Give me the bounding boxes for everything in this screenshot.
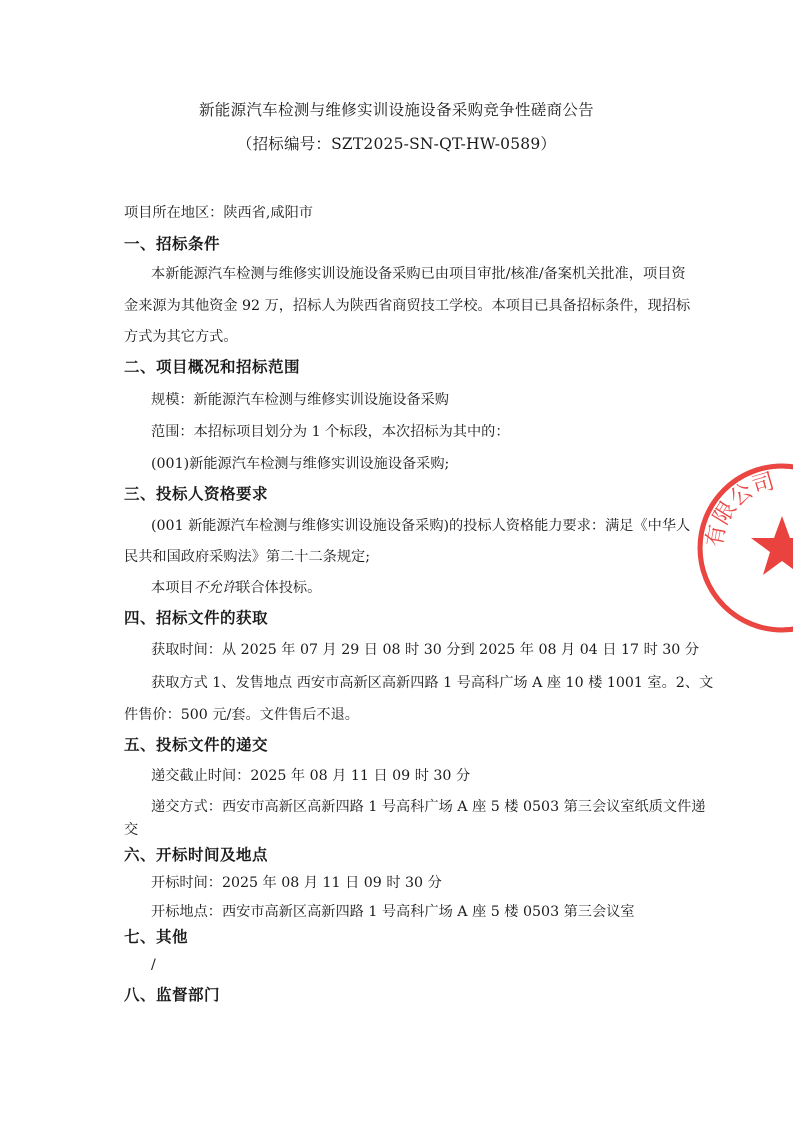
overview-scale: 规模：新能源汽车检测与维修实训设施设备采购: [151, 392, 449, 408]
joint-bid-suffix: 联合体投标。: [236, 580, 322, 596]
seal-star-icon: [751, 516, 793, 575]
overview-scope: 范围：本招标项目划分为 1 个标段，本次招标为其中的：: [151, 424, 510, 440]
section-heading-conditions: 一、招标条件: [124, 235, 221, 253]
conditions-paragraph-line: 金来源为其他资金 92 万，招标人为陕西省商贸技工学校。本项目已具备招标条件，现招标: [124, 298, 691, 314]
overview-lot: (001)新能源汽车检测与维修实训设施设备采购;: [151, 456, 450, 472]
section-heading-qualification: 三、投标人资格要求: [124, 485, 269, 503]
seal-text: 有限公司: [702, 469, 778, 549]
qualification-paragraph-line: 民共和国政府采购法》第二十二条规定;: [124, 549, 370, 565]
opening-place: 开标地点：西安市高新区高新四路 1 号高科广场 A 座 5 楼 0503 第三会议室: [151, 904, 635, 920]
opening-time: 开标时间：2025 年 08 月 11 日 09 时 30 分: [151, 875, 442, 891]
tender-number: （招标编号：SZT2025-SN-QT-HW-0589）: [236, 135, 557, 153]
other-content: /: [151, 957, 156, 973]
submission-method-line: 递交方式：西安市高新区高新四路 1 号高科广场 A 座 5 楼 0503 第三会议室纸质文件递: [151, 799, 706, 815]
acquisition-method-line: 获取方式 1、发售地点 西安市高新区高新四路 1 号高科广场 A 座 10 楼 1001 室。2、文: [151, 675, 714, 691]
qualification-paragraph-line: (001 新能源汽车检测与维修实训设施设备采购)的投标人资格能力要求：满足《中华人: [151, 518, 691, 534]
section-heading-document-acquisition: 四、招标文件的获取: [124, 609, 269, 627]
joint-bid-prefix: 本项目: [151, 580, 194, 596]
document-title: 新能源汽车检测与维修实训设施设备采购竞争性磋商公告: [198, 101, 594, 119]
section-heading-other: 七、其他: [124, 928, 189, 946]
joint-bid-statement: [151, 578, 321, 598]
company-seal-stamp: [692, 458, 793, 638]
acquisition-method-line: 件售价：500 元/套。文件售后不退。: [124, 707, 359, 723]
conditions-paragraph-line: 方式为其它方式。: [124, 329, 238, 345]
section-heading-submission: 五、投标文件的递交: [124, 736, 269, 754]
section-heading-supervision: 八、监督部门: [124, 986, 221, 1004]
submission-method-line: 交: [124, 822, 139, 838]
section-heading-overview: 二、项目概况和招标范围: [124, 358, 301, 376]
joint-bid-value: 不允许: [193, 580, 237, 596]
project-region: 项目所在地区：陕西省,咸阳市: [124, 205, 313, 221]
submission-deadline: 递交截止时间：2025 年 08 月 11 日 09 时 30 分: [151, 768, 471, 784]
conditions-paragraph-line: 本新能源汽车检测与维修实训设施设备采购已由项目审批/核准/备案机关批准，项目资: [151, 266, 686, 282]
section-heading-opening: 六、开标时间及地点: [124, 846, 269, 864]
acquisition-time: 获取时间：从 2025 年 07 月 29 日 08 时 30 分到 2025 年 08 月 04 日 17 时 30 分: [151, 642, 700, 658]
